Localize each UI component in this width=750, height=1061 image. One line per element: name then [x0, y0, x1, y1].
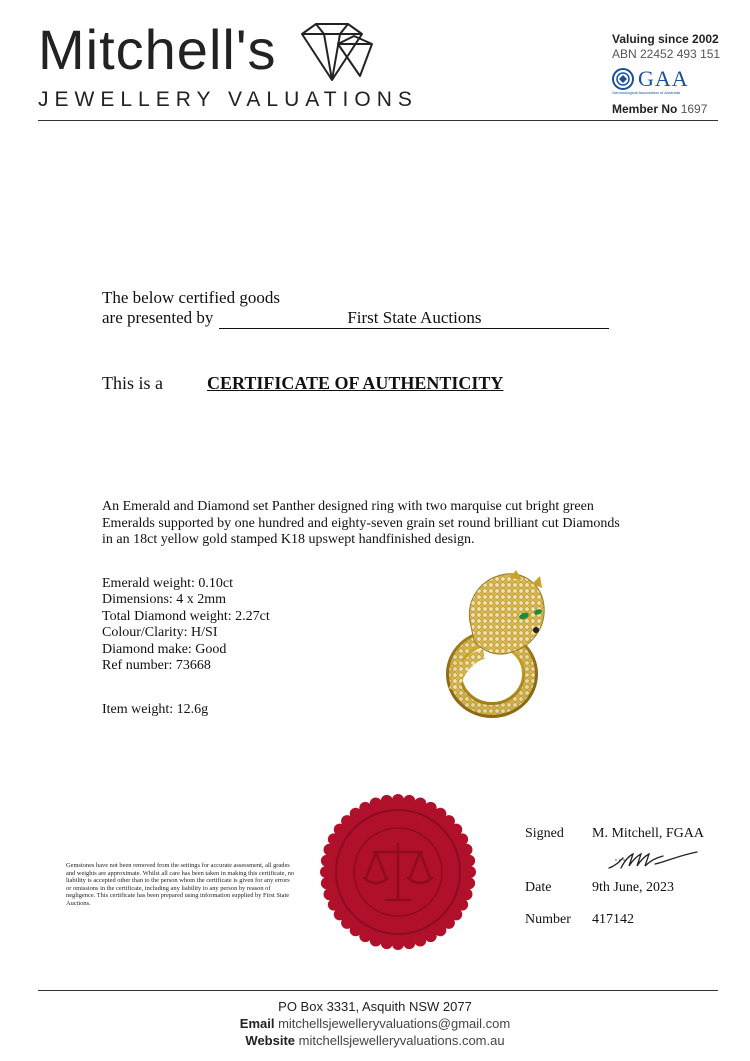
presented-block	[102, 288, 609, 329]
certificate-prefix: This is a	[102, 373, 163, 393]
valuing-since: Valuing since 2002	[612, 32, 719, 46]
brand-subtitle: JEWELLERY VALUATIONS	[38, 88, 418, 111]
item-description: An Emerald and Diamond set Panther designed ring with two marquise cut bright green Emeralds supported by one hundred and eighty-seven grain set round brilliant cut Diamonds in an 18ct yellow gold stamped K18 upswept handfinished design.	[102, 499, 620, 547]
spec-diamond-make: Diamond make: Good	[102, 641, 227, 657]
presented-line2: are presented by	[102, 308, 214, 327]
wax-seal-icon	[318, 792, 478, 952]
member-label: Member No	[612, 102, 678, 116]
disclaimer-text: Gemstones have not been removed from the settings for accurate assessment, all grades and weights are approximate. Whilst all care has been taken in making this certificate, no liability is accepted other than to the person whom the certificate is given for any errors or omissions in the certificate, including any liability to any person by reason of negligence. This certificate has been prepared using information supplied by First State Auctions.	[66, 862, 295, 907]
spec-emerald-weight: Emerald weight: 0.10ct	[102, 576, 234, 591]
signature-icon	[605, 848, 705, 874]
footer-email[interactable]: mitchellsjewelleryvaluations@gmail.com	[278, 1016, 511, 1031]
header-info	[612, 32, 720, 62]
certificate-title: CERTIFICATE OF AUTHENTICITY	[207, 373, 504, 393]
presenter-name: First State Auctions	[219, 308, 609, 329]
abn: ABN 22452 493 151	[612, 47, 721, 61]
item-specs	[102, 576, 270, 674]
footer-website-label: Website	[245, 1033, 296, 1048]
member-number	[612, 102, 707, 116]
gaa-subtitle: Gemmological Association of Australia	[612, 90, 680, 95]
number-value: 417142	[592, 912, 634, 927]
certificate-heading	[102, 373, 503, 394]
spec-diamond-weight: Total Diamond weight: 2.27ct	[102, 608, 270, 624]
spec-colour-clarity: Colour/Clarity: H/SI	[102, 625, 218, 641]
panther-ring-photo	[440, 570, 552, 718]
signed-value: M. Mitchell, FGAA	[592, 826, 704, 841]
date-label: Date	[525, 880, 552, 895]
number-label: Number	[525, 912, 571, 927]
footer-divider	[38, 990, 718, 991]
brand-name: Mitchell's	[38, 18, 277, 81]
footer-address: PO Box 3331, Asquith NSW 2077	[278, 999, 472, 1014]
footer-website-row	[0, 1032, 750, 1049]
header-divider	[38, 120, 718, 121]
date-value: 9th June, 2023	[592, 880, 675, 895]
gaa-logo	[612, 66, 689, 92]
presented-line1: The below certified goods	[102, 288, 280, 307]
footer-email-row	[0, 1015, 750, 1032]
footer-website[interactable]: mitchellsjewelleryvaluations.com.au	[298, 1033, 505, 1048]
diamond-logo-icon	[298, 22, 378, 84]
presented-line2-row	[102, 308, 609, 329]
gaa-emblem-icon	[612, 68, 634, 90]
signed-label: Signed	[525, 826, 564, 841]
footer	[0, 998, 750, 1049]
member-value: 1697	[680, 102, 708, 116]
item-weight: Item weight: 12.6g	[102, 702, 209, 717]
footer-email-label: Email	[239, 1016, 275, 1031]
spec-dimensions: Dimensions: 4 x 2mm	[102, 592, 227, 608]
gaa-text: GAA	[638, 66, 689, 91]
spec-ref-number: Ref number: 73668	[102, 658, 211, 674]
signoff-block	[525, 826, 725, 936]
